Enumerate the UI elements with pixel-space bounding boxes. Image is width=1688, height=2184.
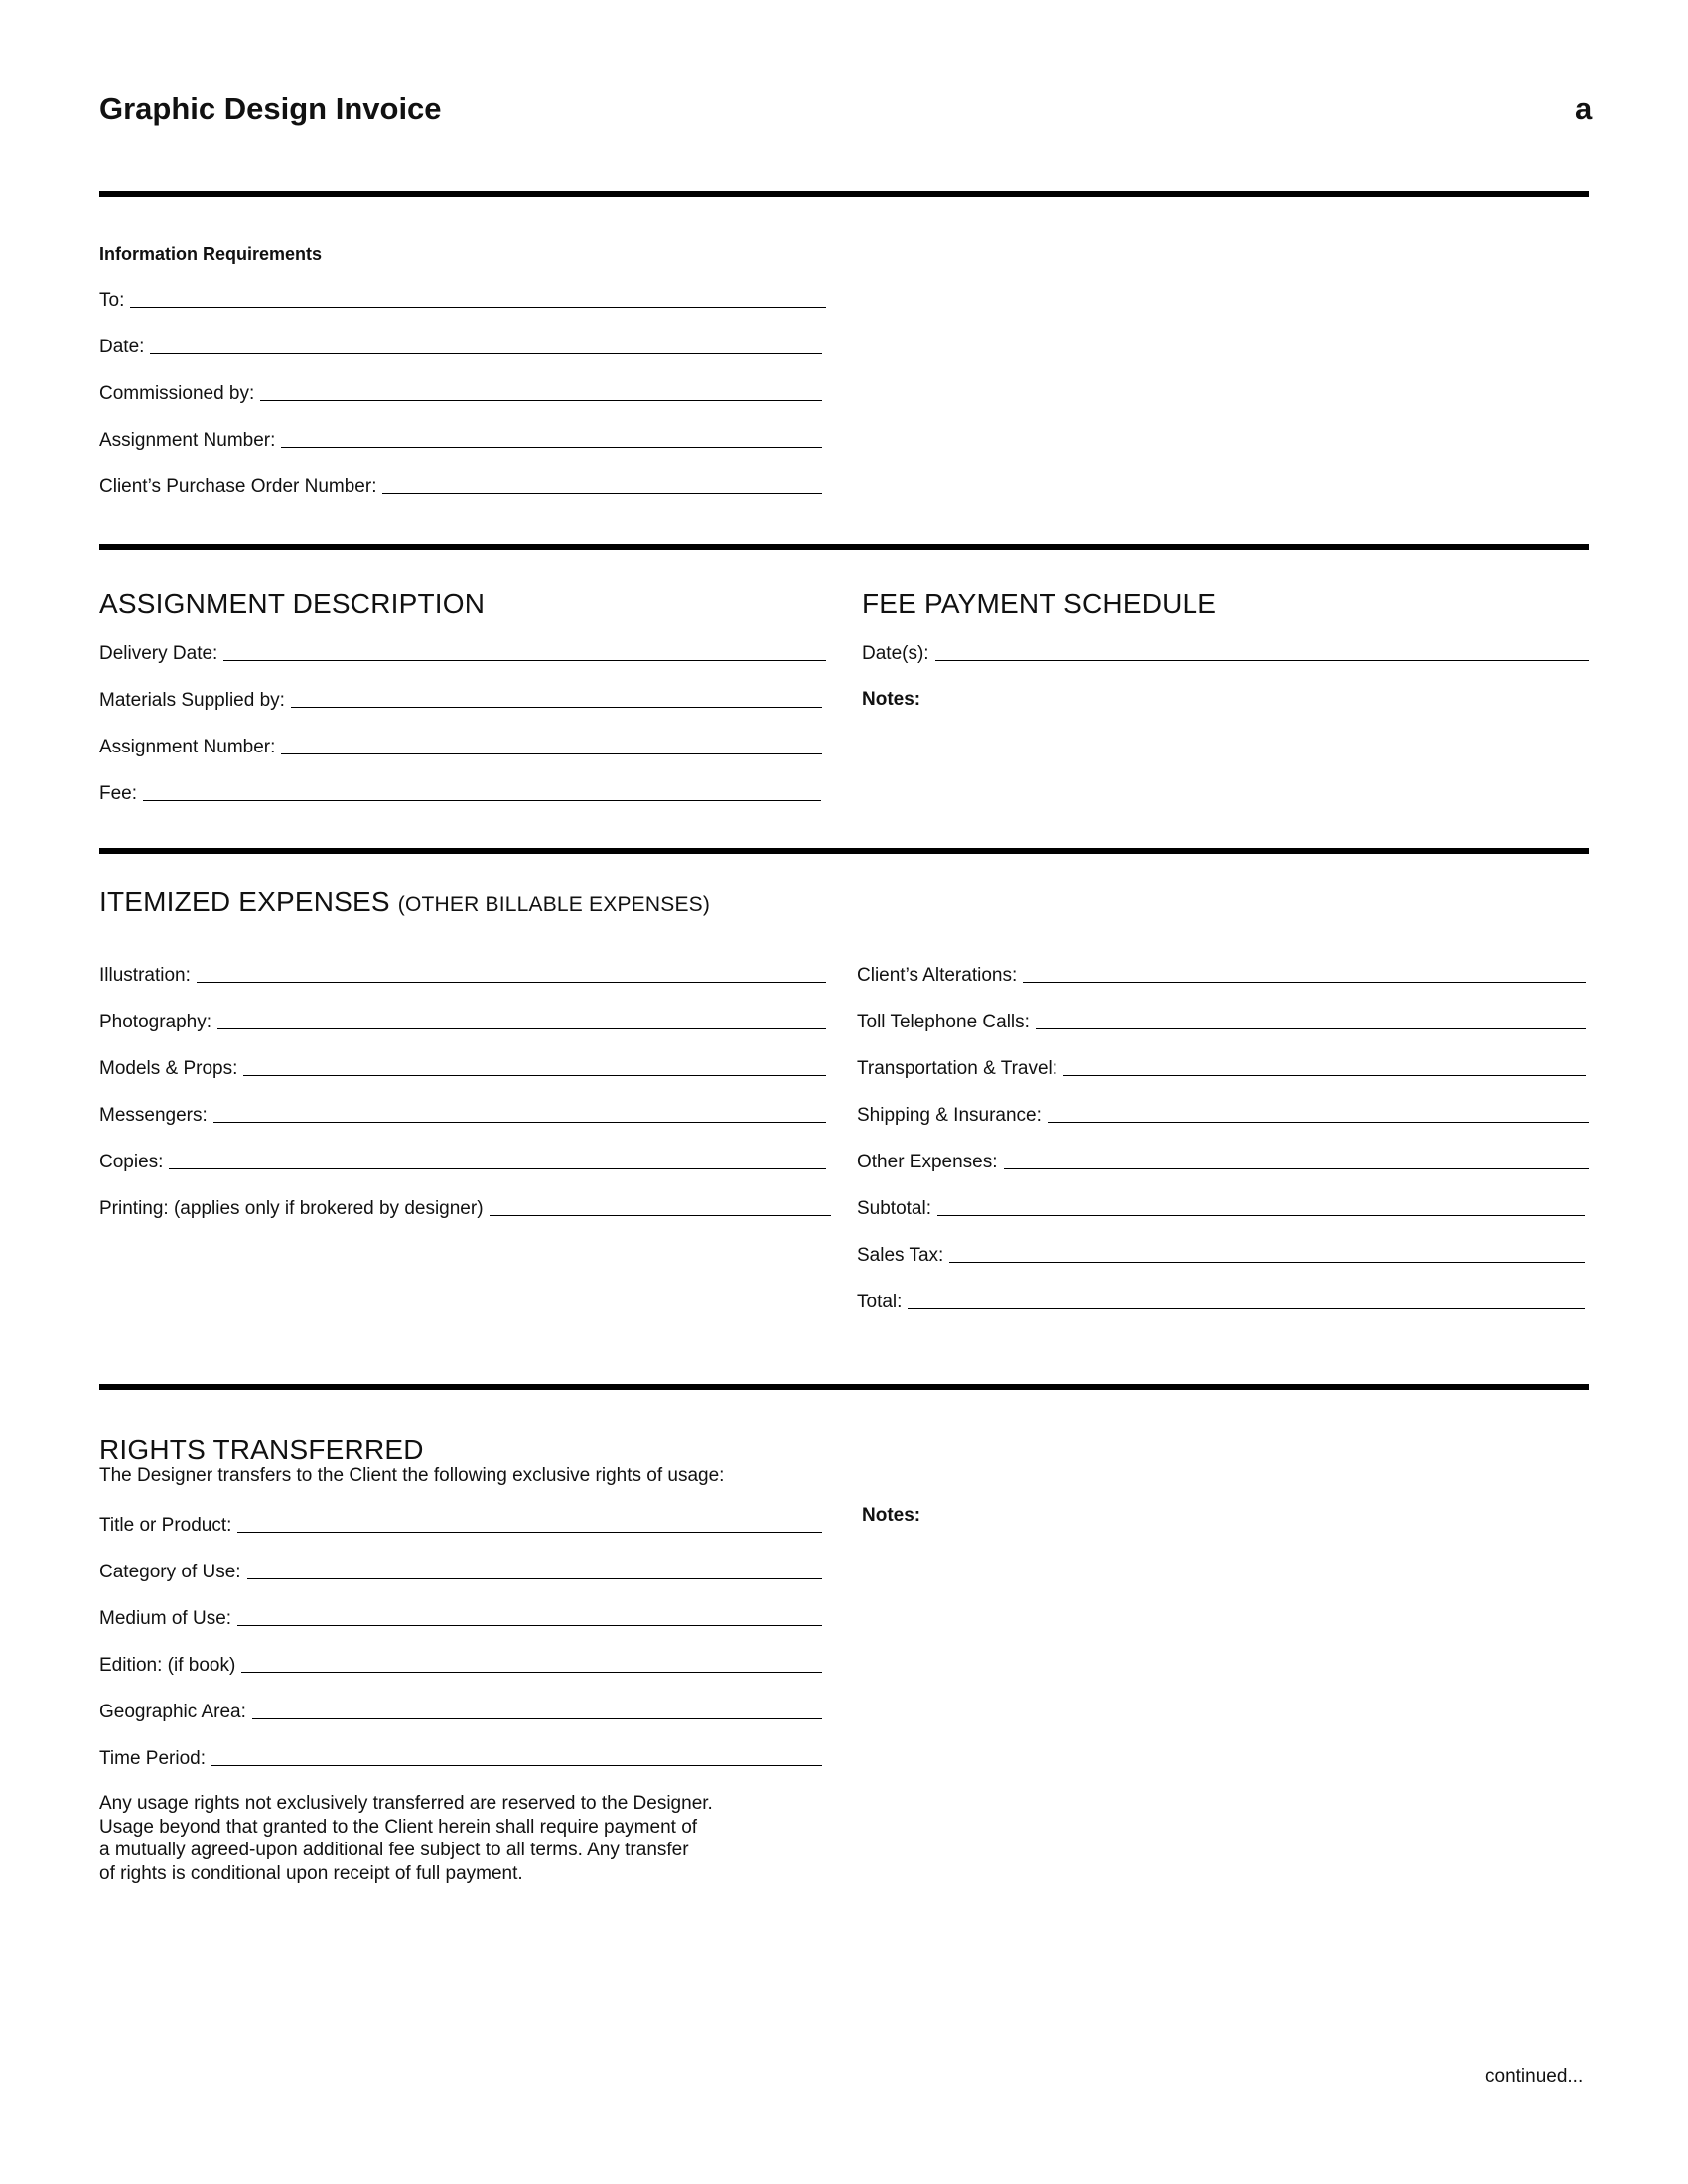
expenses-heading-main: ITEMIZED EXPENSES (99, 887, 390, 917)
category-of-use-label: Category of Use: (99, 1562, 241, 1582)
total-label: Total: (857, 1292, 903, 1312)
subtotal-line[interactable] (937, 1215, 1585, 1216)
commissioned-by-label: Commissioned by: (99, 383, 255, 404)
delivery-date-label: Delivery Date: (99, 643, 218, 664)
disclaimer-line: of rights is conditional upon receipt of full payment. (99, 1862, 523, 1884)
copies-label: Copies: (99, 1152, 164, 1172)
assignment-number-2-field[interactable] (99, 733, 822, 758)
assignment-number-field[interactable] (99, 426, 822, 452)
sales-tax-field[interactable] (857, 1241, 1585, 1267)
assignment-heading: ASSIGNMENT DESCRIPTION (99, 588, 486, 618)
expenses-heading (99, 887, 710, 918)
divider (99, 544, 1589, 550)
toll-calls-line[interactable] (1036, 1028, 1586, 1029)
materials-supplied-label: Materials Supplied by: (99, 690, 285, 711)
divider (99, 191, 1589, 197)
to-label: To: (99, 290, 125, 311)
illustration-line[interactable] (197, 982, 826, 983)
client-alterations-line[interactable] (1023, 982, 1586, 983)
subtotal-label: Subtotal: (857, 1198, 931, 1219)
continued-note: continued... (1485, 2066, 1584, 2087)
title-product-label: Title or Product: (99, 1515, 232, 1536)
copies-line[interactable] (169, 1168, 826, 1169)
materials-supplied-line[interactable] (291, 707, 822, 708)
photography-label: Photography: (99, 1012, 212, 1032)
illustration-field[interactable] (99, 961, 826, 987)
payment-dates-line[interactable] (935, 660, 1589, 661)
messengers-line[interactable] (213, 1122, 826, 1123)
purchase-order-field[interactable] (99, 473, 822, 498)
time-period-line[interactable] (211, 1765, 822, 1766)
fee-field[interactable] (99, 779, 821, 805)
medium-of-use-label: Medium of Use: (99, 1608, 232, 1629)
photography-line[interactable] (217, 1028, 826, 1029)
transportation-field[interactable] (857, 1054, 1586, 1080)
rights-intro: The Designer transfers to the Client the following exclusive rights of usage: (99, 1465, 725, 1486)
sales-tax-line[interactable] (949, 1262, 1585, 1263)
payment-dates-field[interactable] (862, 639, 1589, 665)
category-of-use-field[interactable] (99, 1558, 822, 1583)
medium-of-use-field[interactable] (99, 1604, 822, 1630)
payment-dates-label: Date(s): (862, 643, 929, 664)
purchase-order-line[interactable] (382, 493, 822, 494)
date-label: Date: (99, 337, 145, 357)
other-expenses-line[interactable] (1004, 1168, 1589, 1169)
printing-line[interactable] (490, 1215, 831, 1216)
rights-heading: RIGHTS TRANSFERRED (99, 1434, 424, 1465)
assignment-number-line[interactable] (281, 447, 822, 448)
copies-field[interactable] (99, 1148, 826, 1173)
commissioned-by-line[interactable] (260, 400, 822, 401)
models-props-line[interactable] (243, 1075, 826, 1076)
assignment-number-2-line[interactable] (281, 753, 822, 754)
delivery-date-line[interactable] (223, 660, 826, 661)
printing-field[interactable] (99, 1194, 831, 1220)
geographic-area-field[interactable] (99, 1698, 822, 1723)
messengers-field[interactable] (99, 1101, 826, 1127)
rights-notes-label: Notes: (862, 1505, 921, 1526)
category-of-use-line[interactable] (247, 1578, 822, 1579)
edition-field[interactable] (99, 1651, 822, 1677)
transportation-label: Transportation & Travel: (857, 1058, 1058, 1079)
fee-label: Fee: (99, 783, 138, 804)
date-field[interactable] (99, 333, 822, 358)
medium-of-use-line[interactable] (237, 1625, 822, 1626)
total-field[interactable] (857, 1288, 1585, 1313)
commissioned-by-field[interactable] (99, 379, 822, 405)
client-alterations-field[interactable] (857, 961, 1586, 987)
date-line[interactable] (150, 353, 822, 354)
disclaimer-line: Usage beyond that granted to the Client herein shall require payment of (99, 1816, 698, 1838)
divider (99, 848, 1589, 854)
disclaimer-line: Any usage rights not exclusively transferred are reserved to the Designer. (99, 1793, 713, 1814)
geographic-area-label: Geographic Area: (99, 1702, 246, 1722)
shipping-line[interactable] (1048, 1122, 1589, 1123)
time-period-field[interactable] (99, 1744, 822, 1770)
client-alterations-label: Client’s Alterations: (857, 965, 1018, 986)
photography-field[interactable] (99, 1008, 826, 1033)
illustration-label: Illustration: (99, 965, 191, 986)
edition-label: Edition: (if book) (99, 1655, 236, 1676)
info-heading: Information Requirements (99, 244, 323, 264)
rights-disclaimer (99, 1792, 774, 1885)
printing-label: Printing: (applies only if brokered by designer) (99, 1198, 484, 1219)
other-expenses-label: Other Expenses: (857, 1152, 998, 1172)
delivery-date-field[interactable] (99, 639, 826, 665)
assignment-number-2-label: Assignment Number: (99, 737, 276, 757)
other-expenses-field[interactable] (857, 1148, 1589, 1173)
sales-tax-label: Sales Tax: (857, 1245, 944, 1266)
shipping-field[interactable] (857, 1101, 1589, 1127)
toll-calls-label: Toll Telephone Calls: (857, 1012, 1030, 1032)
assignment-number-label: Assignment Number: (99, 430, 276, 451)
time-period-label: Time Period: (99, 1748, 206, 1769)
materials-supplied-field[interactable] (99, 686, 822, 712)
transportation-line[interactable] (1063, 1075, 1586, 1076)
disclaimer-line: a mutually agreed-upon additional fee subject to all terms. Any transfer (99, 1840, 689, 1860)
fee-notes-label: Notes: (862, 689, 921, 710)
models-props-field[interactable] (99, 1054, 826, 1080)
purchase-order-label: Client’s Purchase Order Number: (99, 477, 377, 497)
expenses-heading-sub: (OTHER BILLABLE EXPENSES) (397, 893, 711, 916)
messengers-label: Messengers: (99, 1105, 208, 1126)
fee-schedule-heading: FEE PAYMENT SCHEDULE (862, 588, 1217, 618)
divider (99, 1384, 1589, 1390)
page-title: Graphic Design Invoice (99, 91, 442, 126)
models-props-label: Models & Props: (99, 1058, 238, 1079)
edition-line[interactable] (241, 1672, 822, 1673)
fee-line[interactable] (143, 800, 821, 801)
title-product-field[interactable] (99, 1511, 822, 1537)
toll-calls-field[interactable] (857, 1008, 1586, 1033)
shipping-label: Shipping & Insurance: (857, 1105, 1042, 1126)
page-letter: a (1575, 91, 1593, 126)
geographic-area-line[interactable] (252, 1718, 822, 1719)
total-line[interactable] (908, 1308, 1585, 1309)
subtotal-field[interactable] (857, 1194, 1585, 1220)
to-line[interactable] (130, 307, 826, 308)
to-field[interactable] (99, 286, 826, 312)
title-product-line[interactable] (237, 1532, 822, 1533)
